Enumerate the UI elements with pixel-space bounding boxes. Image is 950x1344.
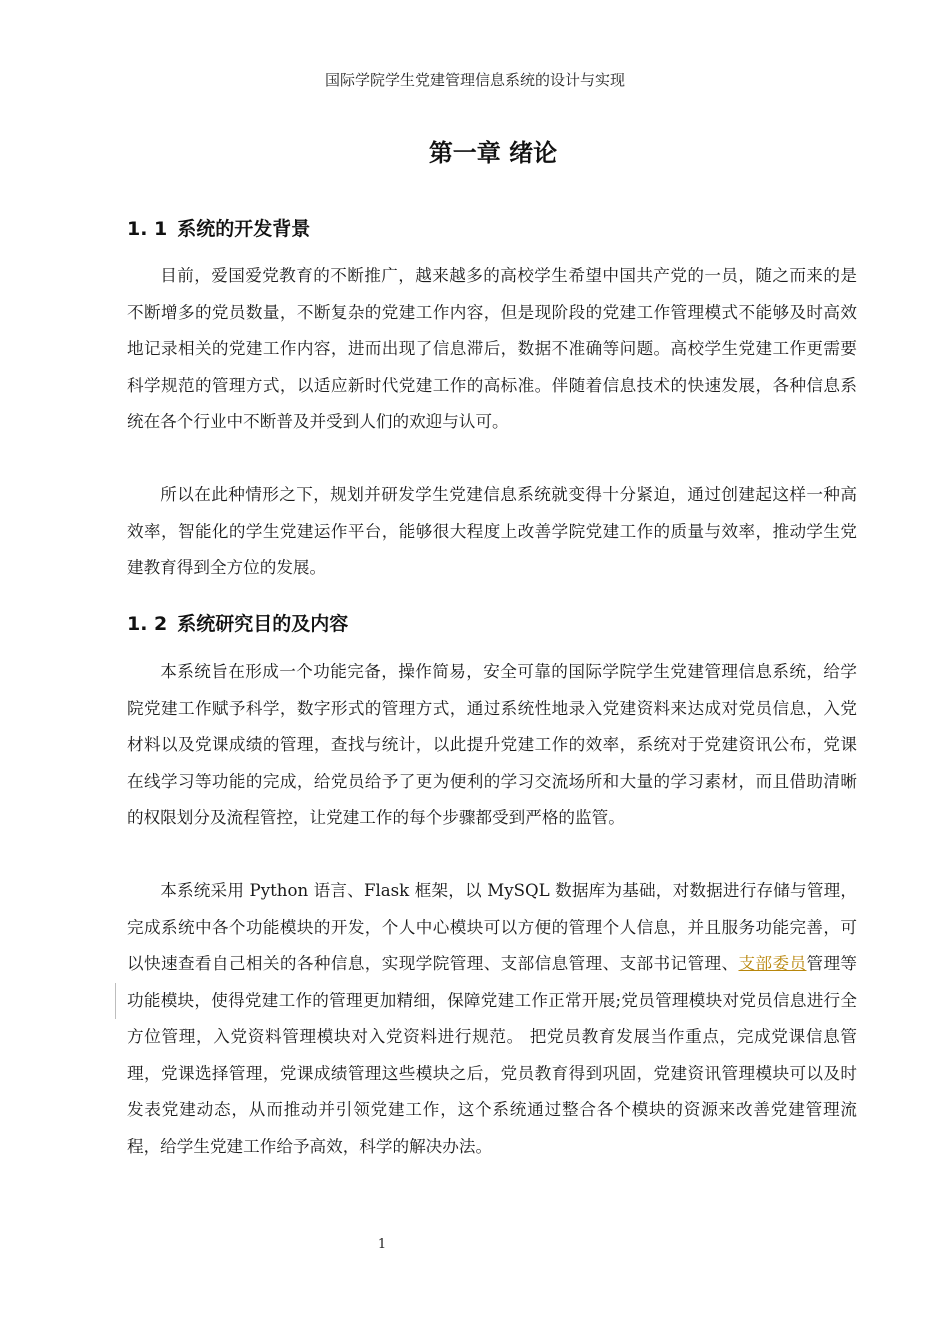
paragraph: 所以在此种情形之下，规划并研发学生党建信息系统就变得十分紧迫，通过创建起这样一种高效率，智能化的学生党建运作平台，能够很大程度上改善学院党建工作的质量与效率，推动学生党建教育得到全方位的发展。 [127, 485, 857, 577]
section-heading-1-2 [127, 610, 348, 638]
paragraph [127, 873, 857, 1165]
paragraph: 本系统旨在形成一个功能完备，操作简易，安全可靠的国际学院学生党建管理信息系统，给学院党建工作赋予科学，数字形式的管理方式，通过系统性地录入党建资料来达成对党员信息，入党材料以及党课成绩的管理，查找与统计，以此提升党建工作的效率，系统对于党建资讯公布，党课在线学习等功能的完成，给党员给予了更为便利的学习交流场所和大量的学习素材，而且借助清晰的权限划分及流程管控，让党建工作的每个步骤都受到严格的监管。 [127, 662, 857, 827]
paragraph-text: 本系统采用 Python 语言、Flask 框架，以 MySQL 数据库为基础，对数据进行存储与管理，完成系统中各个功能模块的开发，个人中心模块可以方便的管理个人信息，并且服务功能完善，可以快速查看自己相关的各种信息，实现学院管理、支部信息管理、支部书记管理、 [127, 881, 857, 973]
page-number: 1 [377, 1237, 387, 1252]
paragraph-text: 管理等功能模块，使得党建工作的管理更加精细，保障党建工作正常开展;党员管理模块对党员信息进行全方位管理，入党资料管理模块对入党资料进行规范。 把党员教育发展当作重点，完成党课信息管理，党课选择管理，党课成绩管理这些模块之后，党员教育得到巩固，党建资讯管理模块可以及时发表党建动态，从而推动并引领党建工作，这个系统通过整合各个模块的资源来改善党建管理流程，给学生党建工作给予高效，科学的解决办法。 [127, 954, 858, 1156]
hyperlink[interactable]: 支部委员 [738, 954, 807, 973]
running-header: 国际学院学生党建管理信息系统的设计与实现 [324, 71, 625, 89]
section-title: 系统的开发背景 [177, 218, 311, 240]
section-number: 1. 2 [127, 613, 168, 635]
section-number: 1. 1 [127, 218, 168, 240]
section-title: 系统研究目的及内容 [177, 613, 349, 635]
revision-bar [115, 983, 116, 1019]
chapter-title: 第一章 绪论 [428, 139, 558, 167]
section-heading-1-1 [127, 215, 310, 243]
paragraph: 目前，爱国爱党教育的不断推广，越来越多的高校学生希望中国共产党的一员，随之而来的是不断增多的党员数量，不断复杂的党建工作内容，但是现阶段的党建工作管理模式不能够及时高效地记录相关的党建工作内容，进而出现了信息滞后，数据不准确等问题。高校学生党建工作更需要科学规范的管理方式，以适应新时代党建工作的高标准。伴随着信息技术的快速发展，各种信息系统在各个行业中不断普及并受到人们的欢迎与认可。 [127, 266, 857, 431]
